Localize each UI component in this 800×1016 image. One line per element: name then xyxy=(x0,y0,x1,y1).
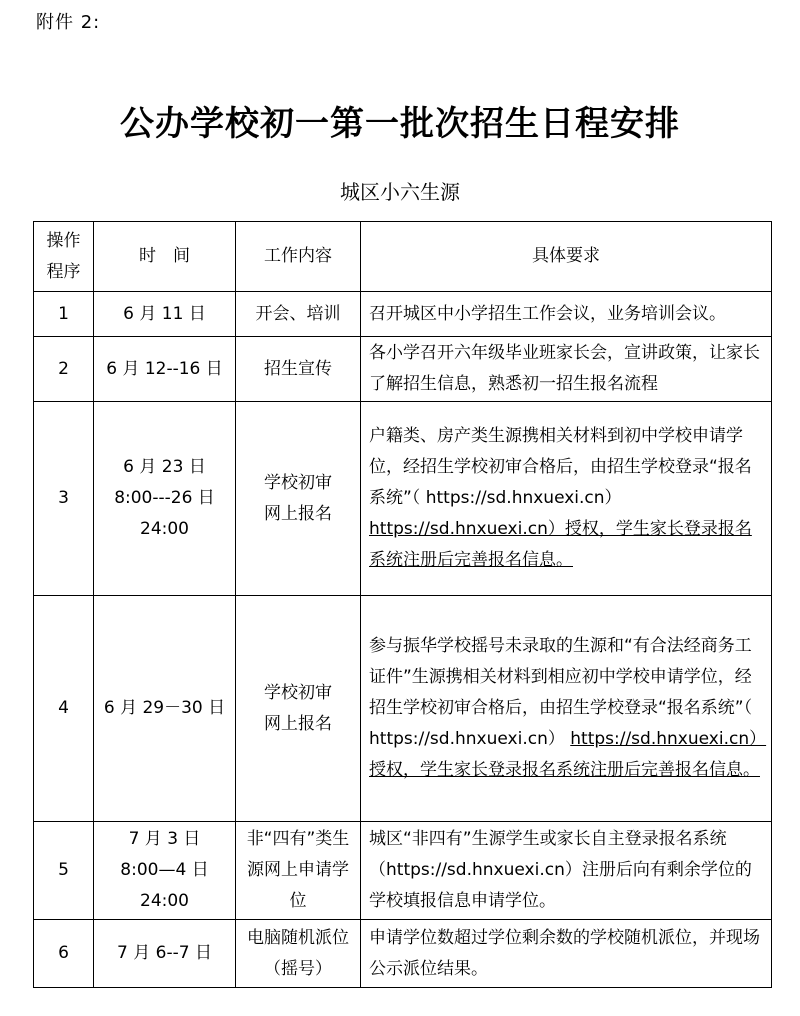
row-work: 招生宣传 xyxy=(236,337,361,402)
row-work: 学校初审网上报名 xyxy=(236,402,361,596)
row-work: 学校初审网上报名 xyxy=(236,596,361,822)
row-time: 6 月 29－30 日 xyxy=(94,596,236,822)
requirement-text: 户籍类、房产类生源携相关材料到初中学校申请学位，经招生学校初审合格后，由招生学校登录“报名系统”（ https://sd.hnxuexi.cn） xyxy=(369,426,752,508)
row-step: 1 xyxy=(34,292,94,337)
header-time: 时 间 xyxy=(94,222,236,292)
row-step: 2 xyxy=(34,337,94,402)
row-time: 6 月 23 日 8:00---26 日 24:00 xyxy=(94,402,236,596)
row-time: 6 月 12--16 日 xyxy=(94,337,236,402)
header-step: 操作程序 xyxy=(34,222,94,292)
row-requirement: 召开城区中小学招生工作会议，业务培训会议。 xyxy=(361,292,772,337)
row-step: 6 xyxy=(34,920,94,988)
row-time: 6 月 11 日 xyxy=(94,292,236,337)
attachment-label: 附件 2: xyxy=(36,12,101,33)
row-time: 7 月 3 日 8:00—4 日 24:00 xyxy=(94,822,236,920)
row-requirement xyxy=(361,596,772,822)
row-work: 电脑随机派位（摇号） xyxy=(236,920,361,988)
row-time: 7 月 6--7 日 xyxy=(94,920,236,988)
table-row xyxy=(34,292,772,337)
schedule-table xyxy=(33,221,772,988)
table-header-row xyxy=(34,222,772,292)
row-requirement xyxy=(361,402,772,596)
table-row xyxy=(34,920,772,988)
row-work: 开会、培训 xyxy=(236,292,361,337)
table-row xyxy=(34,337,772,402)
row-requirement: 各小学召开六年级毕业班家长会，宣讲政策，让家长了解招生信息，熟悉初一招生报名流程 xyxy=(361,337,772,402)
table-row xyxy=(34,822,772,920)
registration-link[interactable]: https://sd.hnxuexi.cn）授权，学生家长登录报名系统注册后完善报名信息。 xyxy=(369,519,752,570)
table-row xyxy=(34,596,772,822)
row-requirement: 城区“非四有”生源学生或家长自主登录报名系统（https://sd.hnxuexi.cn）注册后向有剩余学位的学校填报信息申请学位。 xyxy=(361,822,772,920)
row-step: 5 xyxy=(34,822,94,920)
table-row xyxy=(34,402,772,596)
requirement-text: 参与振华学校摇号未录取的生源和“有合法经商务工证件”生源携相关材料到相应初中学校申请学位，经招生学校初审合格后，由招生学校登录“报名系统”（ https://sd.hnxuexi.cn） xyxy=(369,636,753,749)
row-step: 4 xyxy=(34,596,94,822)
row-work: 非“四有”类生源网上申请学位 xyxy=(236,822,361,920)
row-step: 3 xyxy=(34,402,94,596)
document-title: 公办学校初一第一批次招生日程安排 xyxy=(120,104,680,144)
header-requirement: 具体要求 xyxy=(361,222,772,292)
row-requirement: 申请学位数超过学位剩余数的学校随机派位，并现场公示派位结果。 xyxy=(361,920,772,988)
header-work: 工作内容 xyxy=(236,222,361,292)
registration-link[interactable]: https://sd.hnxuexi.cn）授权，学生家长登录报名系统注册后完善报名信息。 xyxy=(369,729,767,780)
document-subtitle: 城区小六生源 xyxy=(340,180,460,204)
